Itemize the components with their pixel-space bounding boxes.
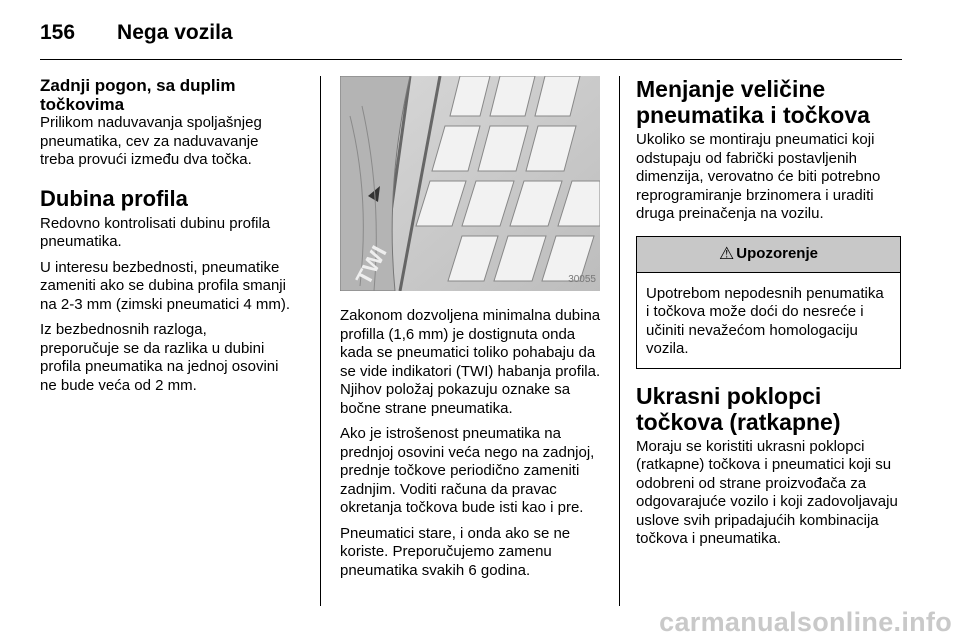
column-right: [636, 76, 901, 556]
text-aging: Pneumatici stare, i onda ako se ne koriste. Preporučujemo zamenu pneumatika svakih 6 godina.: [340, 524, 571, 579]
text-rear-drive: Prilikom naduvavanja spoljašnjeg pneumatika, cev za naduvavanje treba provući između dva točka.: [40, 114, 262, 168]
page-number: 156: [40, 21, 76, 44]
watermark: carmanualsonline.info: [659, 607, 952, 637]
figure-number: 30055: [568, 273, 596, 285]
heading-tread-depth: Dubina profila: [40, 185, 188, 211]
warning-header: [637, 237, 900, 273]
text-rotation: Ako je istrošenost pneumatika na prednjoj osovini veća nego na zadnjoj, prednje točkove periodično zameniti zadnjim. Voditi računa da pravac okretanja točkova bude isti kao i pre.: [340, 425, 595, 516]
text-twi: Zakonom dozvoljena minimalna dubina profilla (1,6 mm) je dostignuta onda kada se pneumatici toliko pohabaju da se vide indikatori (TWI) habanja profila. Njihov položaj pokazuju oznake sa bočne strane pneumatika.: [340, 307, 601, 417]
warning-box: [636, 236, 901, 369]
warning-title: Upozorenje: [736, 244, 818, 262]
page-title: Nega vozila: [117, 21, 233, 44]
page-header: [40, 18, 233, 48]
tire-tread-illustration: [340, 76, 600, 291]
column-divider-2: [619, 76, 620, 606]
text-depth-3: Iz bezbednosnih razloga, preporučuje se da razlika u dubini profila pneumatika na jednoj osovini ne bude veća od 2 mm.: [40, 321, 279, 394]
text-depth-2: U interesu bezbednosti, pneumatike zameniti ako se dubina profila smanji na 2-3 mm (zimski pneumatici 4 mm).: [40, 258, 291, 313]
header-divider: [40, 59, 902, 60]
text-size-change: Ukoliko se montiraju pneumatici koji odstupaju od fabrički postavljenih dimenzija, verovatno će biti potrebno reprogramiranje brzinomera i uraditi druga preinačenja na vozilu.: [636, 131, 881, 222]
tire-tread-figure: [340, 76, 600, 291]
text-hub-caps: Moraju se koristiti ukrasni poklopci (ratkapne) točkova i pneumatici koji su odobreni od strane proizvođača za odgovarajuće vozilo i koji zadovoljavaju uslove svih pripadajućih kombinacija točkova i pneumatika.: [636, 437, 898, 547]
column-middle: [340, 76, 605, 587]
warning-triangle-icon: ⚠: [719, 243, 735, 263]
text-depth-1: Redovno kontrolisati dubinu profila pneumatika.: [40, 214, 271, 250]
heading-size-change: Menjanje veličine pneumatika i točkova: [636, 76, 870, 128]
twi-label: TWI: [350, 241, 392, 289]
column-divider-1: [320, 76, 321, 606]
column-left: [40, 76, 305, 402]
heading-hub-caps: Ukrasni poklopci točkova (ratkapne): [636, 382, 841, 435]
warning-text: Upotrebom nepodesnih penumatika i točkova može doći do nesreće i učiniti nevažećom homologaciju vozila.: [646, 284, 884, 357]
heading-rear-drive: Zadnji pogon, sa duplim točkovima: [40, 76, 236, 114]
